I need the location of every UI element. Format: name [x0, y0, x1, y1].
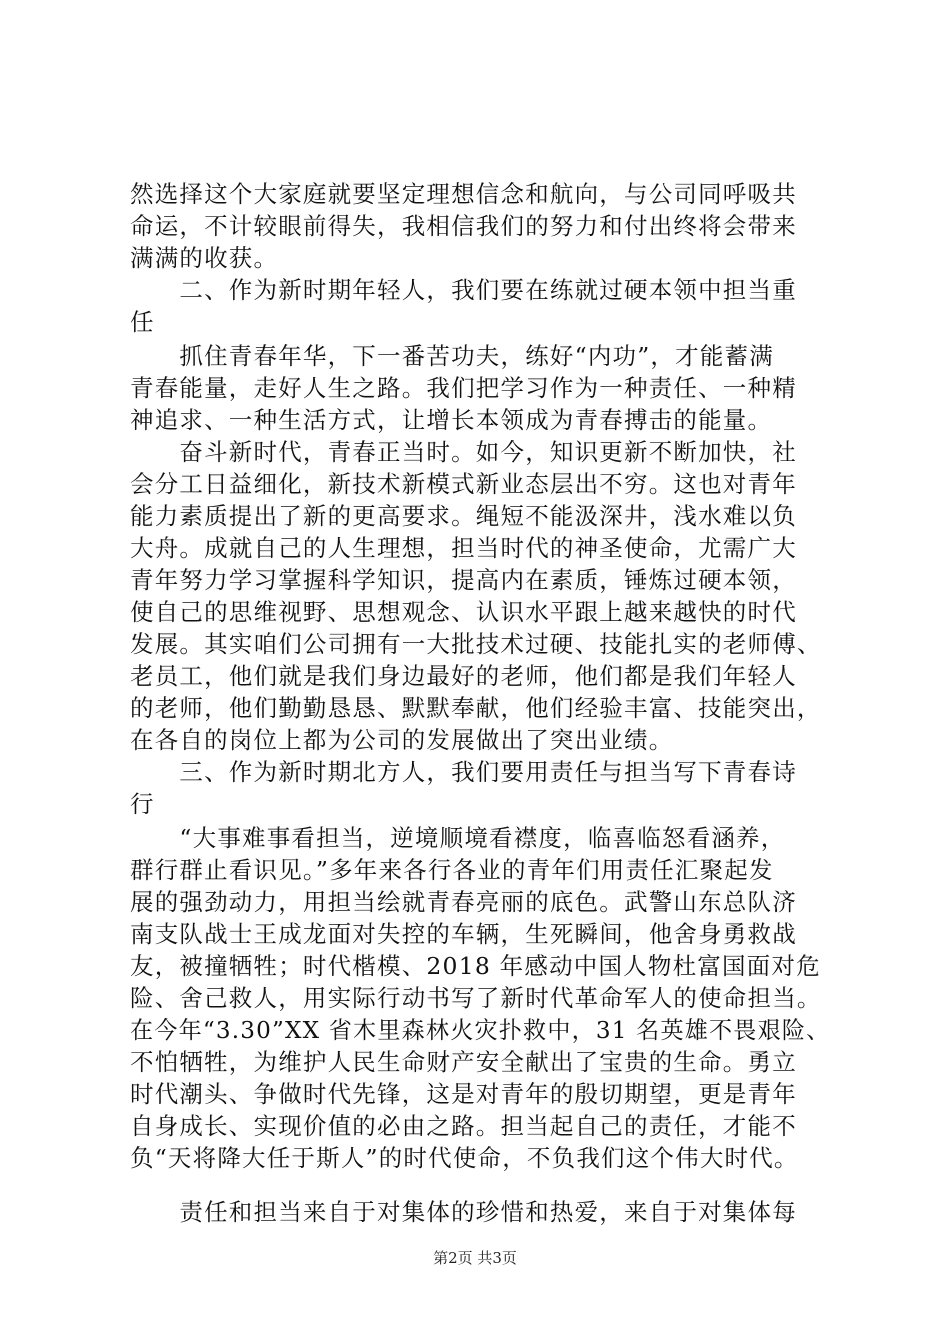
body-text-line: 负“天将降大任于斯人”的时代使命，不负我们这个伟大时代。 [130, 1144, 799, 1172]
body-text-line: 发展。其实咱们公司拥有一大批技术过硬、技能扎实的老师傅、 [130, 630, 822, 658]
body-text-line: 然选择这个大家庭就要坚定理想信念和航向，与公司同呼吸共 [130, 180, 797, 208]
body-text-line: 使自己的思维视野、思想观念、认识水平跟上越来越快的时代 [130, 598, 797, 626]
body-text-line: “大事难事看担当，逆境顺境看襟度，临喜临怒看涵养， [130, 824, 786, 852]
body-text-line: 展的强劲动力，用担当绘就青春亮丽的底色。武警山东总队济 [130, 888, 797, 916]
body-text-line: 青年努力学习掌握科学知识，提高内在素质，锤炼过硬本领， [130, 566, 797, 594]
body-text-line: 责任和担当来自于对集体的珍惜和热爱，来自于对集体每 [130, 1198, 797, 1226]
body-text-line: 满满的收获。 [130, 244, 279, 272]
body-text-line: 险、舍己救人，用实际行动书写了新时代革命军人的使命担当。 [130, 984, 822, 1012]
section-heading-line: 二、作为新时期年轻人，我们要在练就过硬本领中担当重 [130, 276, 797, 304]
body-text-line: 奋斗新时代，青春正当时。如今，知识更新不断加快，社 [130, 438, 797, 466]
body-text-line: 南支队战士王成龙面对失控的车辆，生死瞬间，他舍身勇救战 [130, 920, 797, 948]
page-number-footer: 第2页 共3页 [433, 1249, 517, 1267]
body-text-line: 老员工，他们就是我们身边最好的老师，他们都是我们年轻人 [130, 662, 797, 690]
body-text-line: 的老师，他们勤勤恳恳、默默奉献，他们经验丰富、技能突出， [130, 694, 822, 722]
body-text-line: 抓住青春年华，下一番苦功夫，练好“内功”，才能蓄满 [130, 342, 774, 370]
body-text-line: 在今年“3.30”XX 省木里森林火灾扑救中，31 名英雄不畏艰险、 [130, 1016, 831, 1044]
body-text-line: 自身成长、实现价值的必由之路。担当起自己的责任，才能不 [130, 1112, 797, 1140]
body-text-line: 神追求、一种生活方式，让增长本领成为青春搏击的能量。 [130, 406, 773, 434]
body-text-line: 能力素质提出了新的更高要求。绳短不能汲深井，浅水难以负 [130, 502, 797, 530]
body-text-line: 友，被撞牺牲；时代楷模、2018 年感动中国人物杜富国面对危 [130, 952, 821, 980]
body-text-line: 会分工日益细化，新技术新模式新业态层出不穷。这也对青年 [130, 470, 797, 498]
body-text-line: 大舟。成就自己的人生理想，担当时代的神圣使命，尤需广大 [130, 534, 797, 562]
body-text-line: 在各自的岗位上都为公司的发展做出了突出业绩。 [130, 726, 674, 754]
section-heading-line: 三、作为新时期北方人，我们要用责任与担当写下青春诗 [130, 758, 797, 786]
body-text-line: 命运，不计较眼前得失，我相信我们的努力和付出终将会带来 [130, 212, 797, 240]
body-text-line: 不怕牺牲，为维护人民生命财产安全献出了宝贵的生命。勇立 [130, 1048, 797, 1076]
section-heading-line: 任 [130, 308, 155, 336]
body-text-line: 时代潮头、争做时代先锋，这是对青年的殷切期望，更是青年 [130, 1080, 797, 1108]
body-text-line: 青春能量，走好人生之路。我们把学习作为一种责任、一种精 [130, 374, 797, 402]
body-text-line: 群行群止看识见。”多年来各行各业的青年们用责任汇聚起发 [130, 856, 774, 884]
section-heading-line: 行 [130, 790, 155, 818]
